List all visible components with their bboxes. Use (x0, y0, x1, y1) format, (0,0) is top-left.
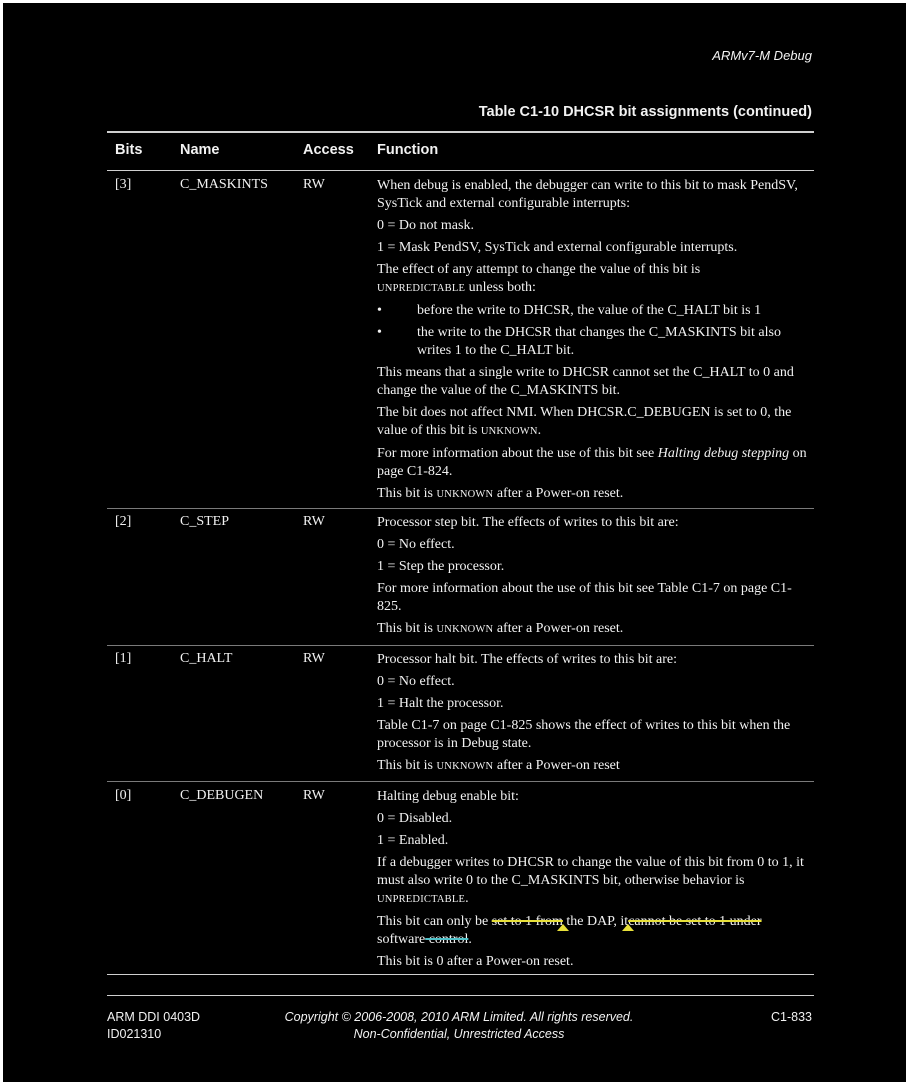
bullet-item (377, 302, 809, 320)
table-top-rule (107, 131, 814, 133)
function-cell (377, 514, 809, 643)
function-text: 0 = No effect. (377, 674, 455, 689)
text-run: The bit does not affect NMI. When DHCSR.C_DEBUGEN is set to 0, the value of this bit is (377, 405, 792, 438)
page-number: C1-833 (771, 1010, 812, 1024)
function-text: This means that a single write to DHCSR cannot set the C_HALT to 0 and change the value of the C_MASKINTS bit. (377, 365, 794, 398)
table-row-bit-2 (107, 514, 814, 644)
function-text: Table C1-7 on page C1-825 shows the effect of writes to this bit when the processor is in Debug state. (377, 718, 791, 751)
column-header-name: Name (180, 142, 220, 158)
text-run: after a Power-on reset. (493, 486, 624, 501)
column-header-function: Function (377, 142, 439, 158)
name-cell: C_DEBUGEN (180, 788, 264, 803)
function-text (377, 404, 809, 441)
small-caps-term: UNKNOWN (436, 624, 494, 635)
name-cell: C_HALT (180, 651, 233, 666)
table-title: Table C1-10 DHCSR bit assignments (continued) (478, 104, 812, 120)
name-cell: C_STEP (180, 514, 230, 529)
row-divider (107, 508, 814, 509)
text-run: This bit is (377, 758, 437, 773)
access-cell: RW (303, 514, 325, 529)
bits-cell: [1] (115, 651, 132, 666)
function-text-with-markup (377, 913, 809, 949)
function-text (377, 445, 809, 481)
bits-cell: [0] (115, 788, 132, 803)
document-page (3, 3, 906, 1082)
table-row-bit-3 (107, 177, 814, 507)
bullet-marker: • (377, 303, 382, 318)
access-cell: RW (303, 177, 325, 192)
strikethrough-deletion: cannot be set to 1 under (628, 914, 762, 929)
footer-copyright (249, 1009, 669, 1043)
strikethrough-deletion: set to 1 from (491, 914, 563, 929)
text-run: unless both: (465, 280, 536, 295)
column-header-bits: Bits (115, 142, 143, 158)
function-text: 1 = Halt the processor. (377, 696, 504, 711)
bullet-text: before the write to DHCSR, the value of the C_HALT bit is 1 (417, 303, 762, 318)
function-text: 1 = Mask PendSV, SysTick and external configurable interrupts. (377, 240, 738, 255)
function-text (377, 620, 809, 639)
function-text: This bit is 0 after a Power-on reset. (377, 954, 574, 969)
header-rule (107, 170, 814, 171)
bullet-item (377, 324, 809, 360)
cross-reference: Halting debug stepping (657, 446, 790, 461)
text-run: on page C1-824. (377, 446, 807, 479)
function-text: Processor halt bit. The effects of writes to this bit are: (377, 652, 678, 667)
text-run: . (468, 932, 472, 947)
bits-cell: [2] (115, 514, 132, 529)
text-run: This bit can only be (377, 914, 492, 929)
text-run: The effect of any attempt to change the value of this bit is (377, 262, 701, 277)
row-divider (107, 781, 814, 782)
function-text: 1 = Step the processor. (377, 559, 505, 574)
access-cell: RW (303, 651, 325, 666)
function-cell (377, 788, 809, 975)
doc-issue-id: ID021310 (107, 1027, 162, 1041)
copyright-text: Copyright © 2006-2008, 2010 ARM Limited. All rights reserved. (284, 1010, 634, 1024)
footer-doc-id (107, 1009, 200, 1043)
text-run: after a Power-on reset (493, 758, 620, 773)
function-text: 1 = Enabled. (377, 833, 449, 848)
strikethrough-deletion: control (425, 932, 469, 947)
text-run: the DAP, it (562, 914, 629, 929)
function-text (377, 485, 809, 504)
function-cell (377, 177, 809, 508)
function-text: Halting debug enable bit: (377, 789, 519, 804)
text-run: This bit is (377, 486, 437, 501)
table-row-bit-0 (107, 788, 814, 974)
small-caps-term: UNKNOWN (436, 761, 494, 772)
function-text: 0 = No effect. (377, 537, 455, 552)
name-cell: C_MASKINTS (180, 177, 268, 192)
bits-cell: [3] (115, 177, 132, 192)
bullet-text: the write to the DHCSR that changes the C_MASKINTS bit also writes 1 to the C_HALT bit. (417, 325, 781, 358)
function-text (377, 757, 809, 776)
access-cell: RW (303, 788, 325, 803)
doc-number: ARM DDI 0403D (107, 1010, 201, 1024)
table-bottom-rule (107, 974, 814, 975)
small-caps-term: UNPREDICTABLE (377, 283, 466, 294)
text-run: For more information about the use of this bit see (377, 446, 658, 461)
bullet-marker: • (377, 325, 382, 340)
text-run: software (377, 932, 426, 947)
small-caps-term: UNKNOWN (480, 426, 538, 437)
small-caps-term: UNKNOWN (436, 489, 494, 500)
function-text: 0 = Do not mask. (377, 218, 474, 233)
text-run: . (537, 423, 542, 438)
text-run: This bit is (377, 621, 437, 636)
function-text: When debug is enabled, the debugger can write to this bit to mask PendSV, SysTick and external configurable interrupts: (377, 178, 798, 211)
function-cell (377, 651, 809, 780)
row-divider (107, 645, 814, 646)
table-row-bit-1 (107, 651, 814, 781)
function-text: Processor step bit. The effects of writes to this bit are: (377, 515, 679, 530)
text-run: If a debugger writes to DHCSR to change the value of this bit from 0 to 1, it must also write 0 to the C_MASKINTS bit, otherwise behavior is (377, 855, 804, 888)
function-text: 0 = Disabled. (377, 811, 453, 826)
text-run: after a Power-on reset. (493, 621, 624, 636)
column-header-access: Access (303, 142, 354, 158)
footer-rule (107, 995, 814, 996)
function-text (377, 854, 809, 909)
access-text: Non-Confidential, Unrestricted Access (353, 1027, 565, 1041)
small-caps-term: UNPREDICTABLE (377, 894, 466, 905)
function-text: For more information about the use of this bit see Table C1-7 on page C1-825. (377, 581, 792, 614)
section-header: ARMv7-M Debug (712, 48, 812, 63)
function-text (377, 261, 809, 298)
text-run: . (465, 891, 469, 906)
